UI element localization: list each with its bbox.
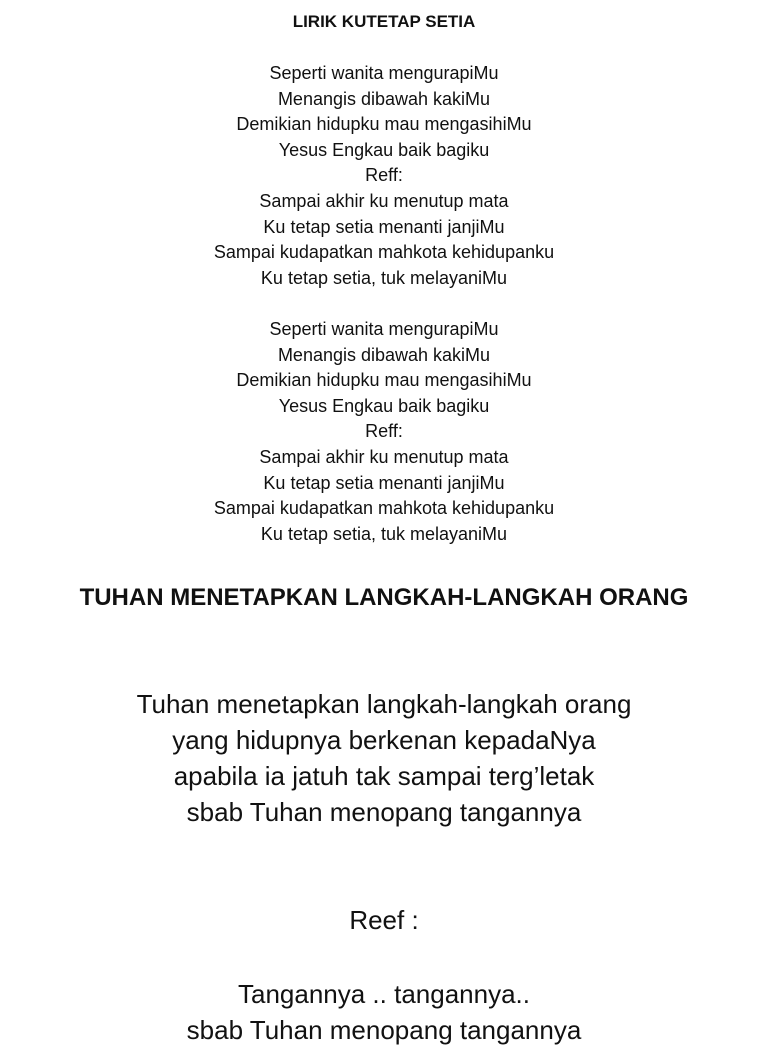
lyric-line: yang hidupnya berkenan kepadaNya <box>172 725 596 755</box>
song-title-kutetap-setia: LIRIK KUTETAP SETIA <box>292 12 476 31</box>
lyric-line: Sampai kudapatkan mahkota kehidupanku <box>213 498 555 519</box>
song2-verse <box>0 686 768 830</box>
lyric-line: Sampai akhir ku menutup mata <box>259 190 509 211</box>
lyric-line: apabila ia jatuh tak sampai terg’letak <box>173 761 595 791</box>
lyric-line: Sampai kudapatkan mahkota kehidupanku <box>213 242 555 263</box>
song1-lyrics <box>0 61 768 547</box>
lyric-line: Menangis dibawah kakiMu <box>277 88 491 109</box>
song-title-tuhan-menetapkan: TUHAN MENETAPKAN LANGKAH-LANGKAH ORANG <box>79 584 689 611</box>
lyric-line: Ku tetap setia menanti janjiMu <box>263 472 505 493</box>
lyric-line-partial: sbab Tuhan menopang tangannya <box>186 1015 582 1045</box>
lyric-line: Seperti wanita mengurapiMu <box>269 318 499 339</box>
lyric-line: Tangannya .. tangannya.. <box>237 979 530 1009</box>
lyric-line: Tuhan menetapkan langkah-langkah orang <box>136 689 632 719</box>
lyric-line: Demikian hidupku mau mengasihiMu <box>236 370 532 391</box>
reff-label: Reff: <box>365 165 403 186</box>
song2-chorus <box>0 976 768 1048</box>
lyric-line: Demikian hidupku mau mengasihiMu <box>236 114 532 135</box>
lyric-line: Sampai akhir ku menutup mata <box>259 446 509 467</box>
reef-label: Reef : <box>349 905 419 935</box>
lyric-line: Ku tetap setia, tuk melayaniMu <box>260 523 508 544</box>
lyric-line: Yesus Engkau baik bagiku <box>278 395 490 416</box>
lyric-line: Yesus Engkau baik bagiku <box>278 139 490 160</box>
stanza-gap <box>0 291 768 317</box>
lyric-line: Ku tetap setia, tuk melayaniMu <box>260 267 508 288</box>
lyric-line: Menangis dibawah kakiMu <box>277 344 491 365</box>
lyric-line: sbab Tuhan menopang tangannya <box>186 797 582 827</box>
lyric-line: Seperti wanita mengurapiMu <box>269 63 499 83</box>
reff-label: Reff: <box>365 421 403 442</box>
lyric-line: Ku tetap setia menanti janjiMu <box>263 216 505 237</box>
